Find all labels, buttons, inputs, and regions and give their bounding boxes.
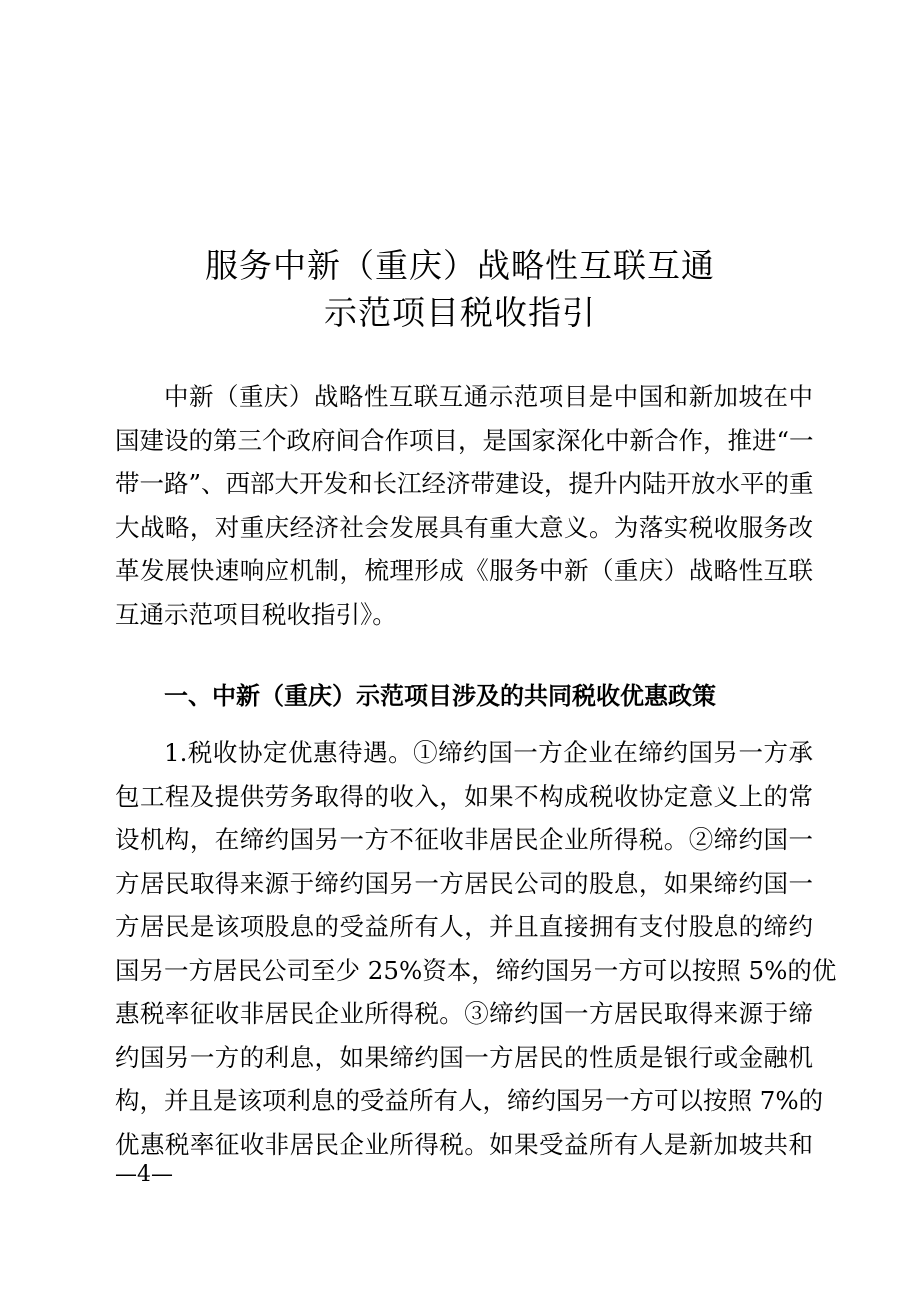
paragraph-line: 大战略，对重庆经济社会发展具有重大意义。为落实税收服务改 [115, 512, 813, 542]
paragraph-line: 1.税收协定优惠待遇。①缔约国一方企业在缔约国另一方承 [164, 738, 813, 767]
paragraph-line: 互通示范项目税收指引》。 [115, 599, 397, 629]
document-title-line-1: 服务中新（重庆）战略性互联互通 [205, 246, 715, 285]
paragraph-line: 构，并且是该项利息的受益所有人，缔约国另一方可以按照 7%的 [115, 1086, 824, 1115]
paragraph-line: 约国另一方的利息，如果缔约国一方居民的性质是银行或金融机 [115, 1042, 813, 1072]
paragraph-line: 设机构，在缔约国另一方不征收非居民企业所得税。②缔约国一 [115, 825, 813, 854]
paragraph-line: 方居民是该项股息的受益所有人，并且直接拥有支付股息的缔约 [115, 912, 813, 941]
paragraph-line: 国建设的第三个政府间合作项目，是国家深化中新合作，推进“一 [115, 425, 814, 455]
paragraph-line: 中新（重庆）战略性互联互通示范项目是中国和新加坡在中 [164, 382, 813, 411]
section-body-paragraph [115, 731, 837, 1166]
document-title-line-2: 示范项目税收指引 [324, 293, 596, 332]
paragraph-line: 优惠税率征收非居民企业所得税。如果受益所有人是新加坡共和 [115, 1129, 813, 1159]
section-heading: 一、中新（重庆）示范项目涉及的共同税收优惠政策 [164, 682, 716, 710]
paragraph-line: 方居民取得来源于缔约国另一方居民公司的股息，如果缔约国一 [115, 868, 813, 898]
paragraph-line: 包工程及提供劳务取得的收入，如果不构成税收协定意义上的常 [115, 781, 813, 811]
paragraph-line: 国另一方居民公司至少 25%资本，缔约国另一方可以按照 5%的优 [115, 955, 837, 985]
paragraph-line: 惠税率征收非居民企业所得税。③缔约国一方居民取得来源于缔 [115, 999, 813, 1028]
intro-paragraph [115, 375, 813, 636]
paragraph-line: 带一路”、西部大开发和长江经济带建设，提升内陆开放水平的重 [115, 469, 814, 498]
page-number: —4— [115, 1162, 173, 1187]
paragraph-line: 革发展快速响应机制，梳理形成《服务中新（重庆）战略性互联 [115, 556, 813, 585]
